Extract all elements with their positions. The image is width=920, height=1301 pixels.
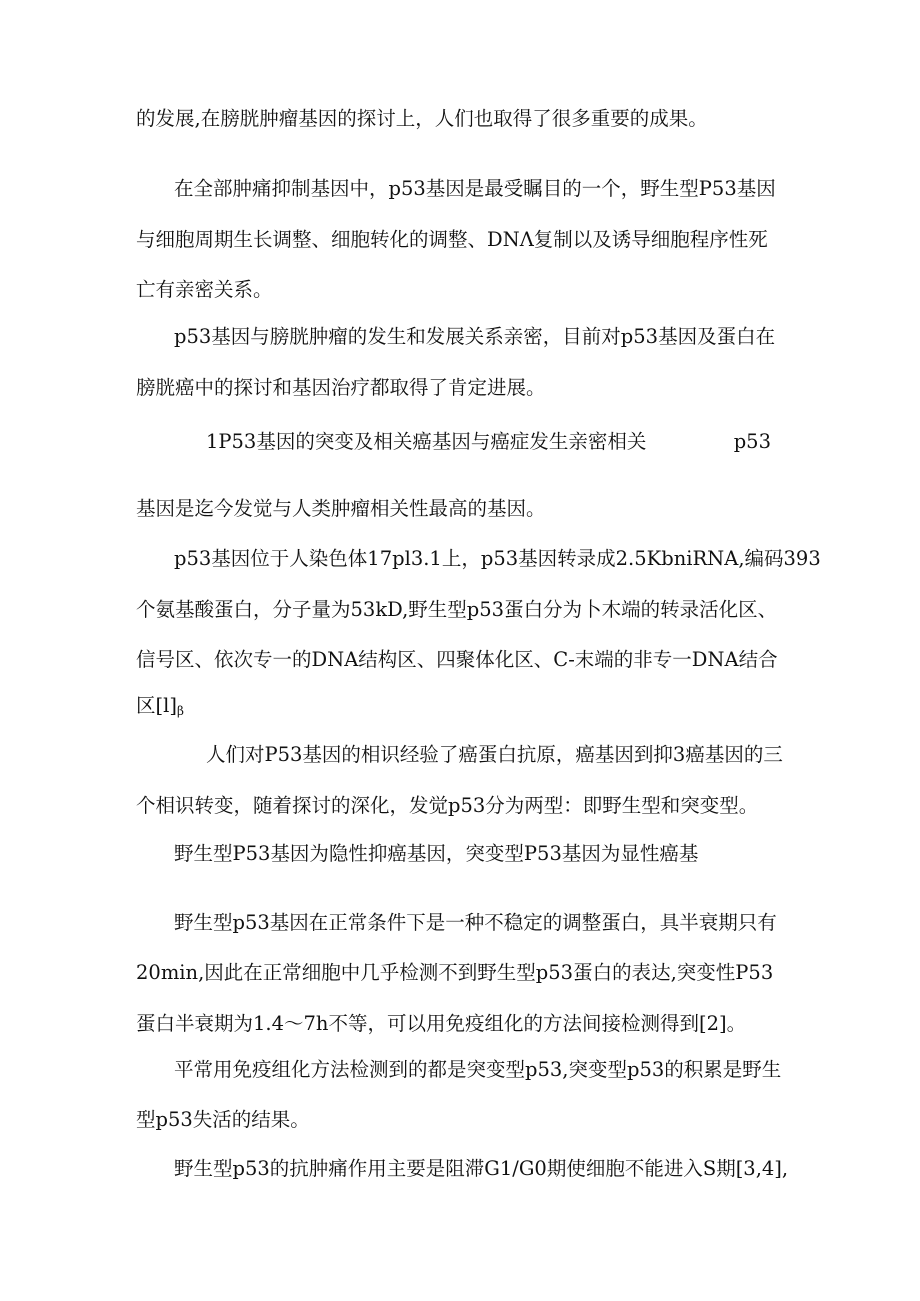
paragraph-line: 与细胞周期生长调整、细胞转化的调整、DNΛ复制以及诱导细胞程序性死	[136, 228, 768, 251]
paragraph-line: 的发展,在膀胱肿瘤基因的探讨上，人们也取得了很多重要的成果。	[136, 107, 708, 130]
paragraph-line: 野生型P53基因为隐性抑癌基因，突变型P53基因为显性癌基	[174, 842, 699, 865]
paragraph-line: 信号区、依次专一的DNA结构区、四聚体化区、C-末端的非专一DNA结合	[136, 648, 778, 671]
paragraph-line: 基因是迄今发觉与人类肿瘤相关性最高的基因。	[136, 497, 546, 520]
paragraph-line: 个氨基酸蛋白，分子量为53kD,野生型p53蛋白分为卜木端的转录活化区、	[136, 598, 778, 621]
paragraph-line	[136, 693, 796, 724]
paragraph-line: 在全部肿痛抑制基因中，p53基因是最受瞩目的一个，野生型P53基因	[174, 177, 776, 200]
section-heading	[206, 429, 771, 455]
paragraph-line: p53基因位于人染色体17pl3.1上，p53基因转录成2.5KbniRNA,编码393	[174, 547, 821, 570]
paragraph-line: 平常用免疫组化方法检测到的都是突变型p53,突变型p53的积累是野生	[174, 1058, 782, 1081]
paragraph-line: 个相识转变，随着探讨的深化，发觉p53分为两型：即野生型和突变型。	[136, 794, 759, 817]
paragraph-line: p53基因与膀胱肿瘤的发生和发展关系亲密，目前对p53基因及蛋白在	[174, 325, 776, 348]
paragraph-line: 膀胱癌中的探讨和基因治疗都取得了肯定进展。	[136, 376, 546, 399]
paragraph-line: 野生型p53基因在正常条件下是一种不稳定的调整蛋白，具半衰期只有	[174, 911, 777, 934]
section-heading-text: 1P53基因的突变及相关癌基因与癌症发生亲密相关	[206, 430, 647, 453]
section-heading-trailing: p53	[733, 430, 771, 453]
paragraph-line: 型p53失活的结果。	[136, 1108, 310, 1131]
paragraph-line: 20min,因此在正常细胞中几乎检测不到野生型p53蛋白的表达,突变性P53	[136, 961, 774, 984]
paragraph-line: 亡有亲密关系。	[136, 278, 273, 301]
citation-subscript: β	[176, 704, 184, 718]
paragraph-line: 野生型p53的抗肿痛作用主要是阻滞G1/G0期使细胞不能进入S期[3,4],	[174, 1157, 789, 1180]
citation-text: 区[l]	[136, 694, 177, 717]
paragraph-line: 人们对P53基因的相识经验了癌蛋白抗原，癌基因到抑3癌基因的三	[206, 743, 783, 766]
paragraph-line: 蛋白半衰期为1.4～7h不等，可以用免疫组化的方法间接检测得到[2]。	[136, 1012, 747, 1035]
